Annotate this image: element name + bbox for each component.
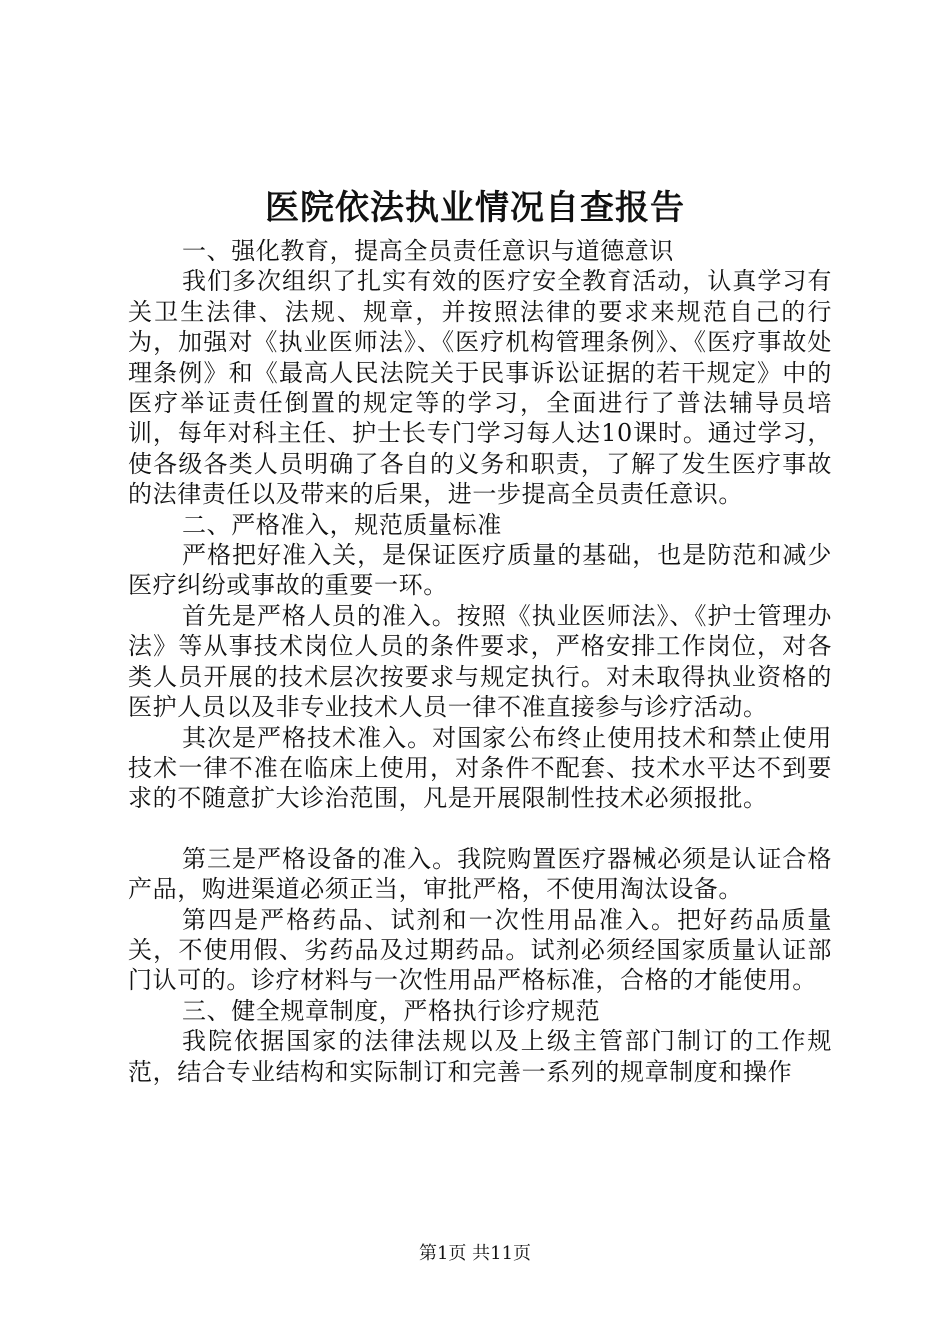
section-heading-2: 二、严格准入，规范质量标准 xyxy=(182,510,502,539)
paragraph-gap xyxy=(128,814,832,844)
document-body xyxy=(128,236,832,1087)
paragraph-equipment-access: 第三是严格设备的准入。我院购置医疗器械必须是认证合格产品，购进渠道必须正当，审批严格，不使用淘汰设备。 xyxy=(128,844,832,904)
section-heading-3: 三、健全规章制度，严格执行诊疗规范 xyxy=(182,996,601,1025)
paragraph-technology-access: 其次是严格技术准入。对国家公布终止使用技术和禁止使用技术一律不准在临床上使用，对条件不配套、技术水平达不到要求的不随意扩大诊治范围，凡是开展限制性技术必须报批。 xyxy=(128,723,832,813)
section-heading-1: 一、强化教育，提高全员责任意识与道德意识 xyxy=(182,237,674,265)
paragraph-regulations: 我院依据国家的法律法规以及上级主管部门制订的工作规范，结合专业结构和实际制订和完善一系列的规章制度和操作 xyxy=(128,1027,832,1086)
paragraph-drug-access: 第四是严格药品、试剂和一次性用品准入。把好药品质量关，不使用假、劣药品及过期药品。试剂必须经国家质量认证部门认可的。诊疗材料与一次性用品严格标准，合格的才能使用。 xyxy=(128,905,832,995)
paragraph-personnel-access: 首先是严格人员的准入。按照《执业医师法》、《护士管理办法》等从事技术岗位人员的条件要求，严格安排工作岗位，对各类人员开展的技术层次按要求与规定执行。对未取得执业资格的医护人员以及非专业技术人员一律不准直接参与诊疗活动。 xyxy=(128,601,832,722)
page-footer: 第1页 共11页 xyxy=(418,1243,532,1264)
paragraph-education: 我们多次组织了扎实有效的医疗安全教育活动，认真学习有关卫生法律、法规、规章，并按照法律的要求来规范自己的行为，加强对《执业医师法》、《医疗机构管理条例》、《医疗事故处理条例》和《最高人民法院关于民事诉讼证据的若干规定》中的医疗举证责任倒置的规定等的学习，全面进行了普法辅导员培训，每年对科主任、护士长专门学习每人达10课时。通过学习，使各级各类人员明确了各自的义务和职责，了解了发生医疗事故的法律责任以及带来的后果，进一步提高全员责任意识。 xyxy=(128,267,832,509)
document-title: 医院依法执业情况自查报告 xyxy=(265,188,685,228)
paragraph-access-intro: 严格把好准入关，是保证医疗质量的基础，也是防范和减少医疗纠纷或事故的重要一环。 xyxy=(128,541,832,600)
